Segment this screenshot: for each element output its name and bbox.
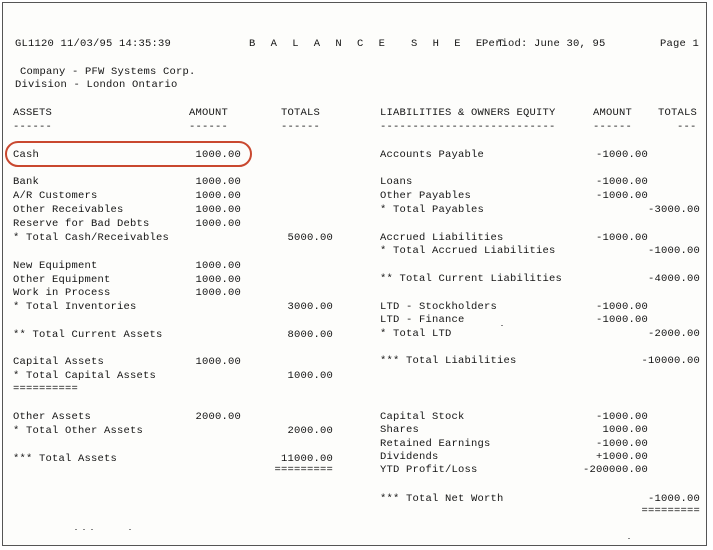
col-amount: AMOUNT: [189, 107, 229, 119]
liability-amount: -1000.00: [595, 176, 648, 188]
liability-total: -2000.00: [647, 328, 700, 340]
asset-amount: 1000.00: [195, 274, 241, 286]
liability-total: -4000.00: [647, 273, 700, 285]
equity-label: YTD Profit/Loss: [380, 464, 478, 476]
equity-label: Dividends: [380, 451, 439, 463]
asset-total-label: ** Total Current Assets: [13, 329, 163, 341]
equity-amount: -200000.00: [582, 464, 648, 476]
liability-amount: -1000.00: [595, 149, 648, 161]
scan-speck: [75, 529, 77, 530]
company-line: Company - PFW Systems Corp.: [20, 66, 196, 78]
asset-amount: 1000.00: [195, 176, 241, 188]
asset-label: New Equipment: [13, 260, 98, 272]
asset-total-label: *** Total Assets: [13, 453, 118, 465]
asset-label: Bank: [13, 176, 40, 188]
equity-total-label: *** Total Net Worth: [380, 493, 504, 505]
liability-total-label: *** Total Liabilities: [380, 355, 517, 367]
liability-label: Other Payables: [380, 190, 472, 202]
rule-liabilities: ---------------------------: [380, 121, 556, 133]
balance-sheet-page: [2, 2, 707, 546]
rule-amount: ------: [189, 121, 229, 133]
liability-label: LTD - Stockholders: [380, 301, 498, 313]
report-period: Period: June 30, 95: [482, 38, 606, 50]
liability-label: Accounts Payable: [380, 149, 485, 161]
asset-label: Cash: [13, 149, 40, 161]
division-line: Division - London Ontario: [15, 79, 178, 91]
asset-amount: 1000.00: [195, 149, 241, 161]
col-totals: TOTALS: [281, 107, 321, 119]
liability-amount: -1000.00: [595, 314, 648, 326]
asset-total-label: * Total Cash/Receivables: [13, 232, 170, 244]
equity-total: -1000.00: [647, 493, 700, 505]
asset-label: Capital Assets: [13, 356, 105, 368]
col-liabilities: LIABILITIES & OWNERS EQUITY: [380, 107, 556, 119]
liability-total-label: * Total LTD: [380, 328, 452, 340]
asset-amount: 1000.00: [195, 218, 241, 230]
liability-amount: -1000.00: [595, 190, 648, 202]
scan-speck: [501, 325, 503, 326]
liability-label: LTD - Finance: [380, 314, 465, 326]
equity-label: Shares: [380, 424, 420, 436]
asset-total-label: * Total Other Assets: [13, 425, 144, 437]
asset-label: Reserve for Bad Debts: [13, 218, 150, 230]
asset-amount: 1000.00: [195, 260, 241, 272]
asset-label: A/R Customers: [13, 190, 98, 202]
scan-speck: [91, 529, 93, 530]
asset-label: Other Receivables: [13, 204, 124, 216]
asset-total: 8000.00: [287, 329, 333, 341]
equity-amount: -1000.00: [595, 411, 648, 423]
capital-rule: ==========: [13, 383, 79, 395]
col-totals-right: TOTALS: [658, 107, 698, 119]
asset-amount: 1000.00: [195, 204, 241, 216]
total-assets-rule: =========: [274, 464, 333, 476]
asset-total: 3000.00: [287, 301, 333, 313]
liability-total-label: ** Total Current Liabilities: [380, 273, 563, 285]
asset-total: 1000.00: [287, 370, 333, 382]
report-id: GL1120 11/03/95 14:35:39: [15, 38, 172, 50]
liability-amount: -1000.00: [595, 232, 648, 244]
asset-total: 11000.00: [280, 453, 333, 465]
rule-totals-right: ---: [677, 121, 697, 133]
asset-label: Other Assets: [13, 411, 92, 423]
asset-total-label: * Total Inventories: [13, 301, 137, 313]
scan-speck: [83, 529, 85, 530]
liability-label: Loans: [380, 176, 413, 188]
asset-label: Work in Process: [13, 287, 111, 299]
asset-amount: 2000.00: [195, 411, 241, 423]
asset-amount: 1000.00: [195, 356, 241, 368]
asset-total-label: * Total Capital Assets: [13, 370, 157, 382]
liability-amount: -1000.00: [595, 301, 648, 313]
col-amount-right: AMOUNT: [593, 107, 633, 119]
equity-amount: 1000.00: [602, 424, 648, 436]
asset-total: 2000.00: [287, 425, 333, 437]
liability-total: -3000.00: [647, 204, 700, 216]
report-title: B A L A N C E S H E E T: [249, 38, 509, 50]
liability-total-label: * Total Payables: [380, 204, 485, 216]
asset-total: 5000.00: [287, 232, 333, 244]
liability-label: Accrued Liabilities: [380, 232, 504, 244]
liability-total: -1000.00: [647, 245, 700, 257]
scan-speck: [628, 538, 630, 539]
net-worth-rule: =========: [641, 505, 700, 517]
col-assets: ASSETS: [13, 107, 53, 119]
page-number: Page 1: [660, 38, 700, 50]
asset-amount: 1000.00: [195, 190, 241, 202]
asset-amount: 1000.00: [195, 287, 241, 299]
equity-label: Retained Earnings: [380, 438, 491, 450]
rule-amount-right: ------: [593, 121, 633, 133]
equity-label: Capital Stock: [380, 411, 465, 423]
equity-amount: +1000.00: [595, 451, 648, 463]
asset-label: Other Equipment: [13, 274, 111, 286]
equity-amount: -1000.00: [595, 438, 648, 450]
rule-assets: ------: [13, 121, 53, 133]
scan-speck: [129, 529, 131, 530]
liability-total: -10000.00: [641, 355, 700, 367]
rule-totals: ------: [281, 121, 321, 133]
liability-total-label: * Total Accrued Liabilities: [380, 245, 556, 257]
